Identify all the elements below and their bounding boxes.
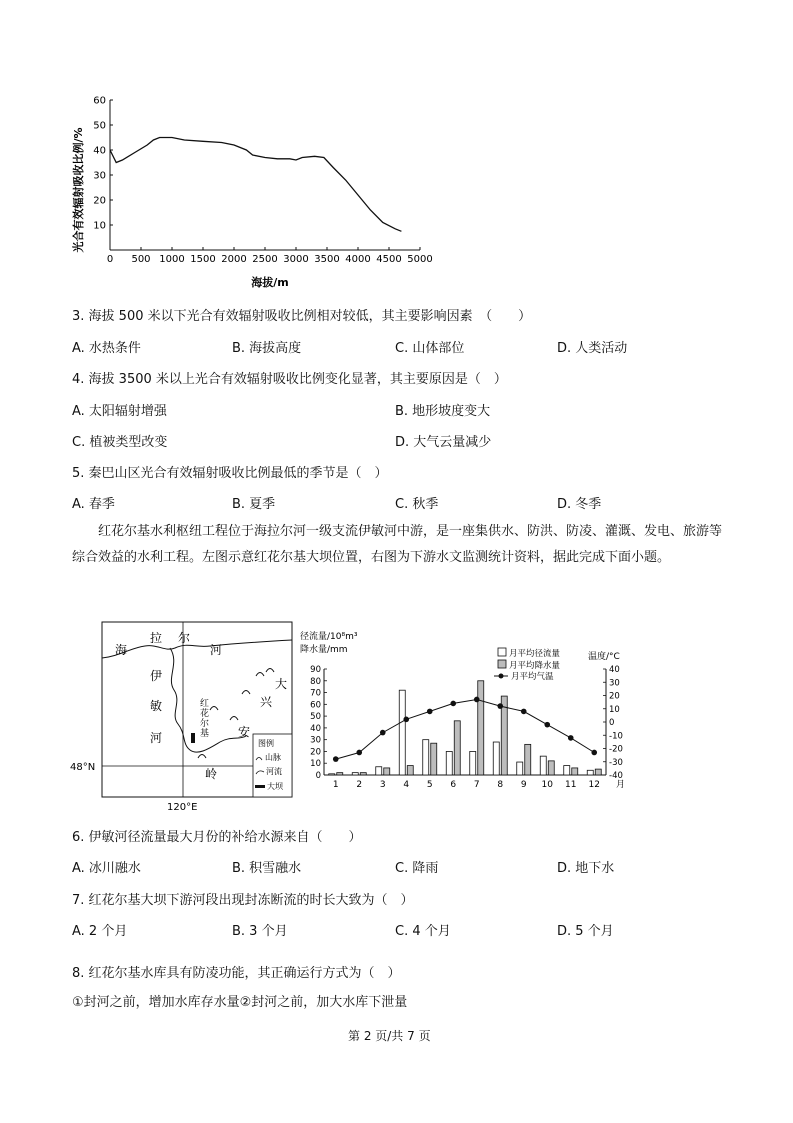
chart2-x-tick-label: 10 [541, 780, 553, 790]
runoff-bar [517, 762, 523, 775]
question-6: 6. 伊敏河径流量最大月份的补给水源来自（ ） [72, 830, 362, 845]
chart1-y-tick-label: 40 [93, 145, 106, 157]
question-7: 7. 红花尔基大坝下游河段出现封冻断流的时长大致为（ ） [72, 893, 414, 908]
chart1-y-tick-label: 20 [93, 195, 106, 207]
chart1-x-tick-label: 4000 [345, 254, 371, 265]
map-label-char: 伊 [150, 669, 163, 683]
q5-option-c[interactable]: C. 秋季 [395, 497, 439, 512]
runoff-bar [446, 751, 452, 775]
chart2-x-tick-label: 2 [356, 780, 363, 790]
chart2-ylabel-temp: 温度/°C [588, 652, 620, 662]
lat-label: 48°N [70, 762, 96, 773]
par-ratio-line [110, 138, 401, 232]
chart2-x-tick-label: 11 [565, 780, 577, 790]
question-4: 4. 海拔 3500 米以上光合有效辐射吸收比例变化显著，其主要原因是（ ） [72, 372, 507, 387]
runoff-bar [564, 766, 570, 775]
chart2-x-tick-label: 1 [332, 780, 339, 790]
chart2-y-tick-label: 40 [310, 723, 321, 734]
chart2-ylabel-precip: 降水量/mm [300, 645, 348, 655]
chart2-y-tick-label: 30 [310, 735, 321, 746]
legend-title: 图例 [258, 739, 274, 748]
chart2-y2-tick-label: 0 [609, 718, 615, 728]
chart2-y-tick-label: 0 [315, 771, 321, 781]
mountain-symbol [256, 669, 274, 677]
chart2-x-tick-label: 6 [450, 780, 457, 790]
temperature-point [356, 750, 362, 756]
chart2-x-tick-label: 7 [473, 780, 480, 790]
map-label-char: 安 [238, 725, 251, 739]
chart2-y2-tick-label: -30 [609, 757, 623, 768]
q7-option-a[interactable]: A. 2 个月 [72, 924, 128, 939]
map-label-char: 红 [200, 699, 210, 709]
map-label-char: 河 [210, 643, 223, 657]
runoff-bar [540, 756, 546, 775]
lon-label: 120°E [167, 802, 198, 813]
runoff-bar [376, 767, 382, 775]
temperature-point [474, 697, 480, 703]
q5-option-a[interactable]: A. 春季 [72, 497, 115, 512]
question-5: 5. 秦巴山区光合有效辐射吸收比例最低的季节是（ ） [72, 466, 388, 481]
map-label-char: 兴 [260, 695, 273, 709]
chart2-y-tick-label: 20 [310, 747, 321, 758]
q5-option-b[interactable]: B. 夏季 [232, 497, 276, 512]
temperature-point [591, 750, 597, 756]
chart2-y2-tick-label: -20 [609, 744, 623, 755]
precip-bar [454, 721, 460, 775]
map-label-char: 花 [200, 709, 210, 719]
legend-runoff: 月平均径流量 [509, 649, 561, 659]
chart2-y-tick-label: 80 [310, 676, 321, 687]
precip-bar [360, 773, 366, 775]
precip-bar [595, 769, 601, 775]
q6-option-c[interactable]: C. 降雨 [395, 861, 439, 876]
map-label-char: 敏 [150, 699, 163, 713]
chart1-x-tick-label: 1000 [159, 254, 185, 265]
precip-bar [572, 768, 578, 775]
chart1-x-tick-label: 5000 [407, 254, 433, 265]
legend-mountain: 山脉 [265, 753, 281, 762]
map-label-char: 河 [150, 731, 163, 745]
chart1-y-tick-label: 30 [93, 170, 106, 182]
runoff-bar [587, 770, 593, 775]
temperature-line [336, 700, 595, 760]
chart2-y2-tick-label: -10 [609, 731, 623, 742]
chart1-ylabel: 光合有效辐射吸收比例/% [72, 127, 85, 253]
temperature-point [380, 730, 386, 736]
precip-bar [337, 773, 343, 775]
mountain-symbol [210, 707, 218, 711]
map-label-char: 大 [275, 677, 288, 691]
chart2-x-tick-label: 8 [497, 780, 504, 790]
chart2-y2-tick-label: 40 [609, 665, 620, 675]
mountain-symbol [242, 691, 250, 695]
q6-option-d[interactable]: D. 地下水 [557, 861, 615, 876]
chart2-x-tick-label: 9 [520, 780, 527, 790]
mountain-symbol [230, 717, 238, 721]
hydrology-chart [296, 625, 636, 795]
chart1-x-tick-label: 3000 [283, 254, 309, 265]
page-footer: 第 2 页/共 7 页 [348, 1029, 431, 1043]
q4-option-b[interactable]: B. 地形坡度变大 [395, 404, 491, 419]
map-label-char: 岭 [205, 767, 218, 781]
precip-bar [431, 743, 437, 775]
runoff-bar [352, 773, 358, 775]
q3-option-d[interactable]: D. 人类活动 [557, 341, 628, 356]
reading-passage: 红花尔基水利枢纽工程位于海拉尔河一级支流伊敏河中游，是一座集供水、防洪、防凌、灌溉、发电、旅游等综合效益的水利工程。左图示意红花尔基大坝位置，右图为下游水文监测统计资料，据此完成下面小题。 [72, 524, 723, 565]
q7-option-b[interactable]: B. 3 个月 [232, 924, 288, 939]
chart2-y-tick-label: 90 [310, 665, 321, 675]
chart2-y2-tick-label: 20 [609, 691, 620, 702]
q4-option-a[interactable]: A. 太阳辐射增强 [72, 404, 167, 419]
q3-option-a[interactable]: A. 水热条件 [72, 341, 141, 356]
q7-option-d[interactable]: D. 5 个月 [557, 924, 614, 939]
temperature-point [568, 735, 574, 741]
chart1-y-tick-label: 60 [93, 95, 106, 107]
temperature-point [450, 701, 456, 707]
chart2-y2-tick-label: -40 [609, 771, 623, 781]
temperature-point [427, 709, 433, 715]
map-label-char: 尔 [200, 719, 210, 729]
chart1-y-tick-label: 50 [93, 120, 106, 132]
chart2-x-tick-label: 3 [379, 780, 386, 790]
chart1-xlabel: 海拔/m [251, 276, 289, 289]
chart2-y-tick-label: 70 [310, 688, 321, 699]
q7-option-c[interactable]: C. 4 个月 [395, 924, 451, 939]
chart2-y-tick-label: 50 [310, 712, 321, 723]
location-map [70, 618, 295, 813]
chart2-x-tick-label: 4 [403, 780, 410, 790]
q3-option-c[interactable]: C. 山体部位 [395, 341, 465, 356]
temperature-point [497, 703, 503, 709]
mountain-symbol [198, 755, 206, 759]
q3-option-b[interactable]: B. 海拔高度 [232, 341, 302, 356]
runoff-bar [470, 751, 476, 775]
q8-statements: ①封河之前，增加水库存水量②封河之前，加大水库下泄量 [72, 995, 408, 1010]
temperature-point [403, 717, 409, 723]
chart2-y-tick-label: 10 [310, 759, 321, 770]
chart1-x-tick-label: 2500 [252, 254, 278, 265]
hailar-river [102, 640, 292, 658]
chart2-ylabel-runoff: 径流量/10⁸m³ [300, 632, 358, 642]
question-3: 3. 海拔 500 米以下光合有效辐射吸收比例相对较低，其主要影响因素 （ ） [72, 309, 532, 324]
runoff-bar [399, 690, 405, 775]
temperature-point [544, 722, 550, 728]
chart1-x-tick-label: 500 [131, 254, 151, 265]
legend-dam: 大坝 [267, 782, 283, 791]
chart1-x-tick-label: 1500 [190, 254, 216, 265]
question-8: 8. 红花尔基水库具有防凌功能，其正确运行方式为（ ） [72, 966, 401, 981]
dam-marker [191, 733, 195, 743]
chart2-x-tick-label: 12 [588, 780, 600, 790]
chart2-x-tick-label: 5 [426, 780, 433, 790]
precip-bar [384, 768, 390, 775]
chart2-y-tick-label: 60 [310, 700, 321, 711]
chart1-y-tick-label: 10 [93, 220, 106, 232]
precip-bar [407, 766, 413, 775]
legend-temp: 月平均气温 [511, 672, 554, 682]
precip-bar [525, 744, 531, 775]
q4-option-c[interactable]: C. 植被类型改变 [72, 435, 168, 450]
map-label-char: 基 [200, 729, 210, 739]
map-label-char: 拉 [150, 631, 163, 645]
runoff-bar [423, 740, 429, 775]
q5-option-d[interactable]: D. 冬季 [557, 497, 602, 512]
chart2-xlabel: 月 [616, 780, 626, 790]
legend-river: 河流 [266, 767, 282, 776]
precip-bar [548, 761, 554, 775]
runoff-bar [493, 742, 499, 775]
legend-precip: 月平均降水量 [509, 661, 561, 671]
chart1-x-tick-label: 4500 [376, 254, 402, 265]
map-label-char: 尔 [178, 631, 191, 645]
chart1-x-tick-label: 0 [106, 254, 114, 265]
runoff-bar [329, 774, 335, 775]
altitude-chart [60, 90, 440, 290]
temperature-point [521, 709, 527, 715]
map-label-char: 海 [115, 643, 128, 657]
precip-bar [478, 681, 484, 775]
q6-option-b[interactable]: B. 积雪融水 [232, 861, 302, 876]
chart2-y2-tick-label: 10 [609, 704, 620, 715]
chart1-x-tick-label: 2000 [221, 254, 247, 265]
q6-option-a[interactable]: A. 冰川融水 [72, 861, 141, 876]
chart1-x-tick-label: 3500 [314, 254, 340, 265]
chart2-y2-tick-label: 30 [609, 678, 620, 689]
q4-option-d[interactable]: D. 大气云量减少 [395, 435, 492, 450]
temperature-point [333, 756, 339, 762]
